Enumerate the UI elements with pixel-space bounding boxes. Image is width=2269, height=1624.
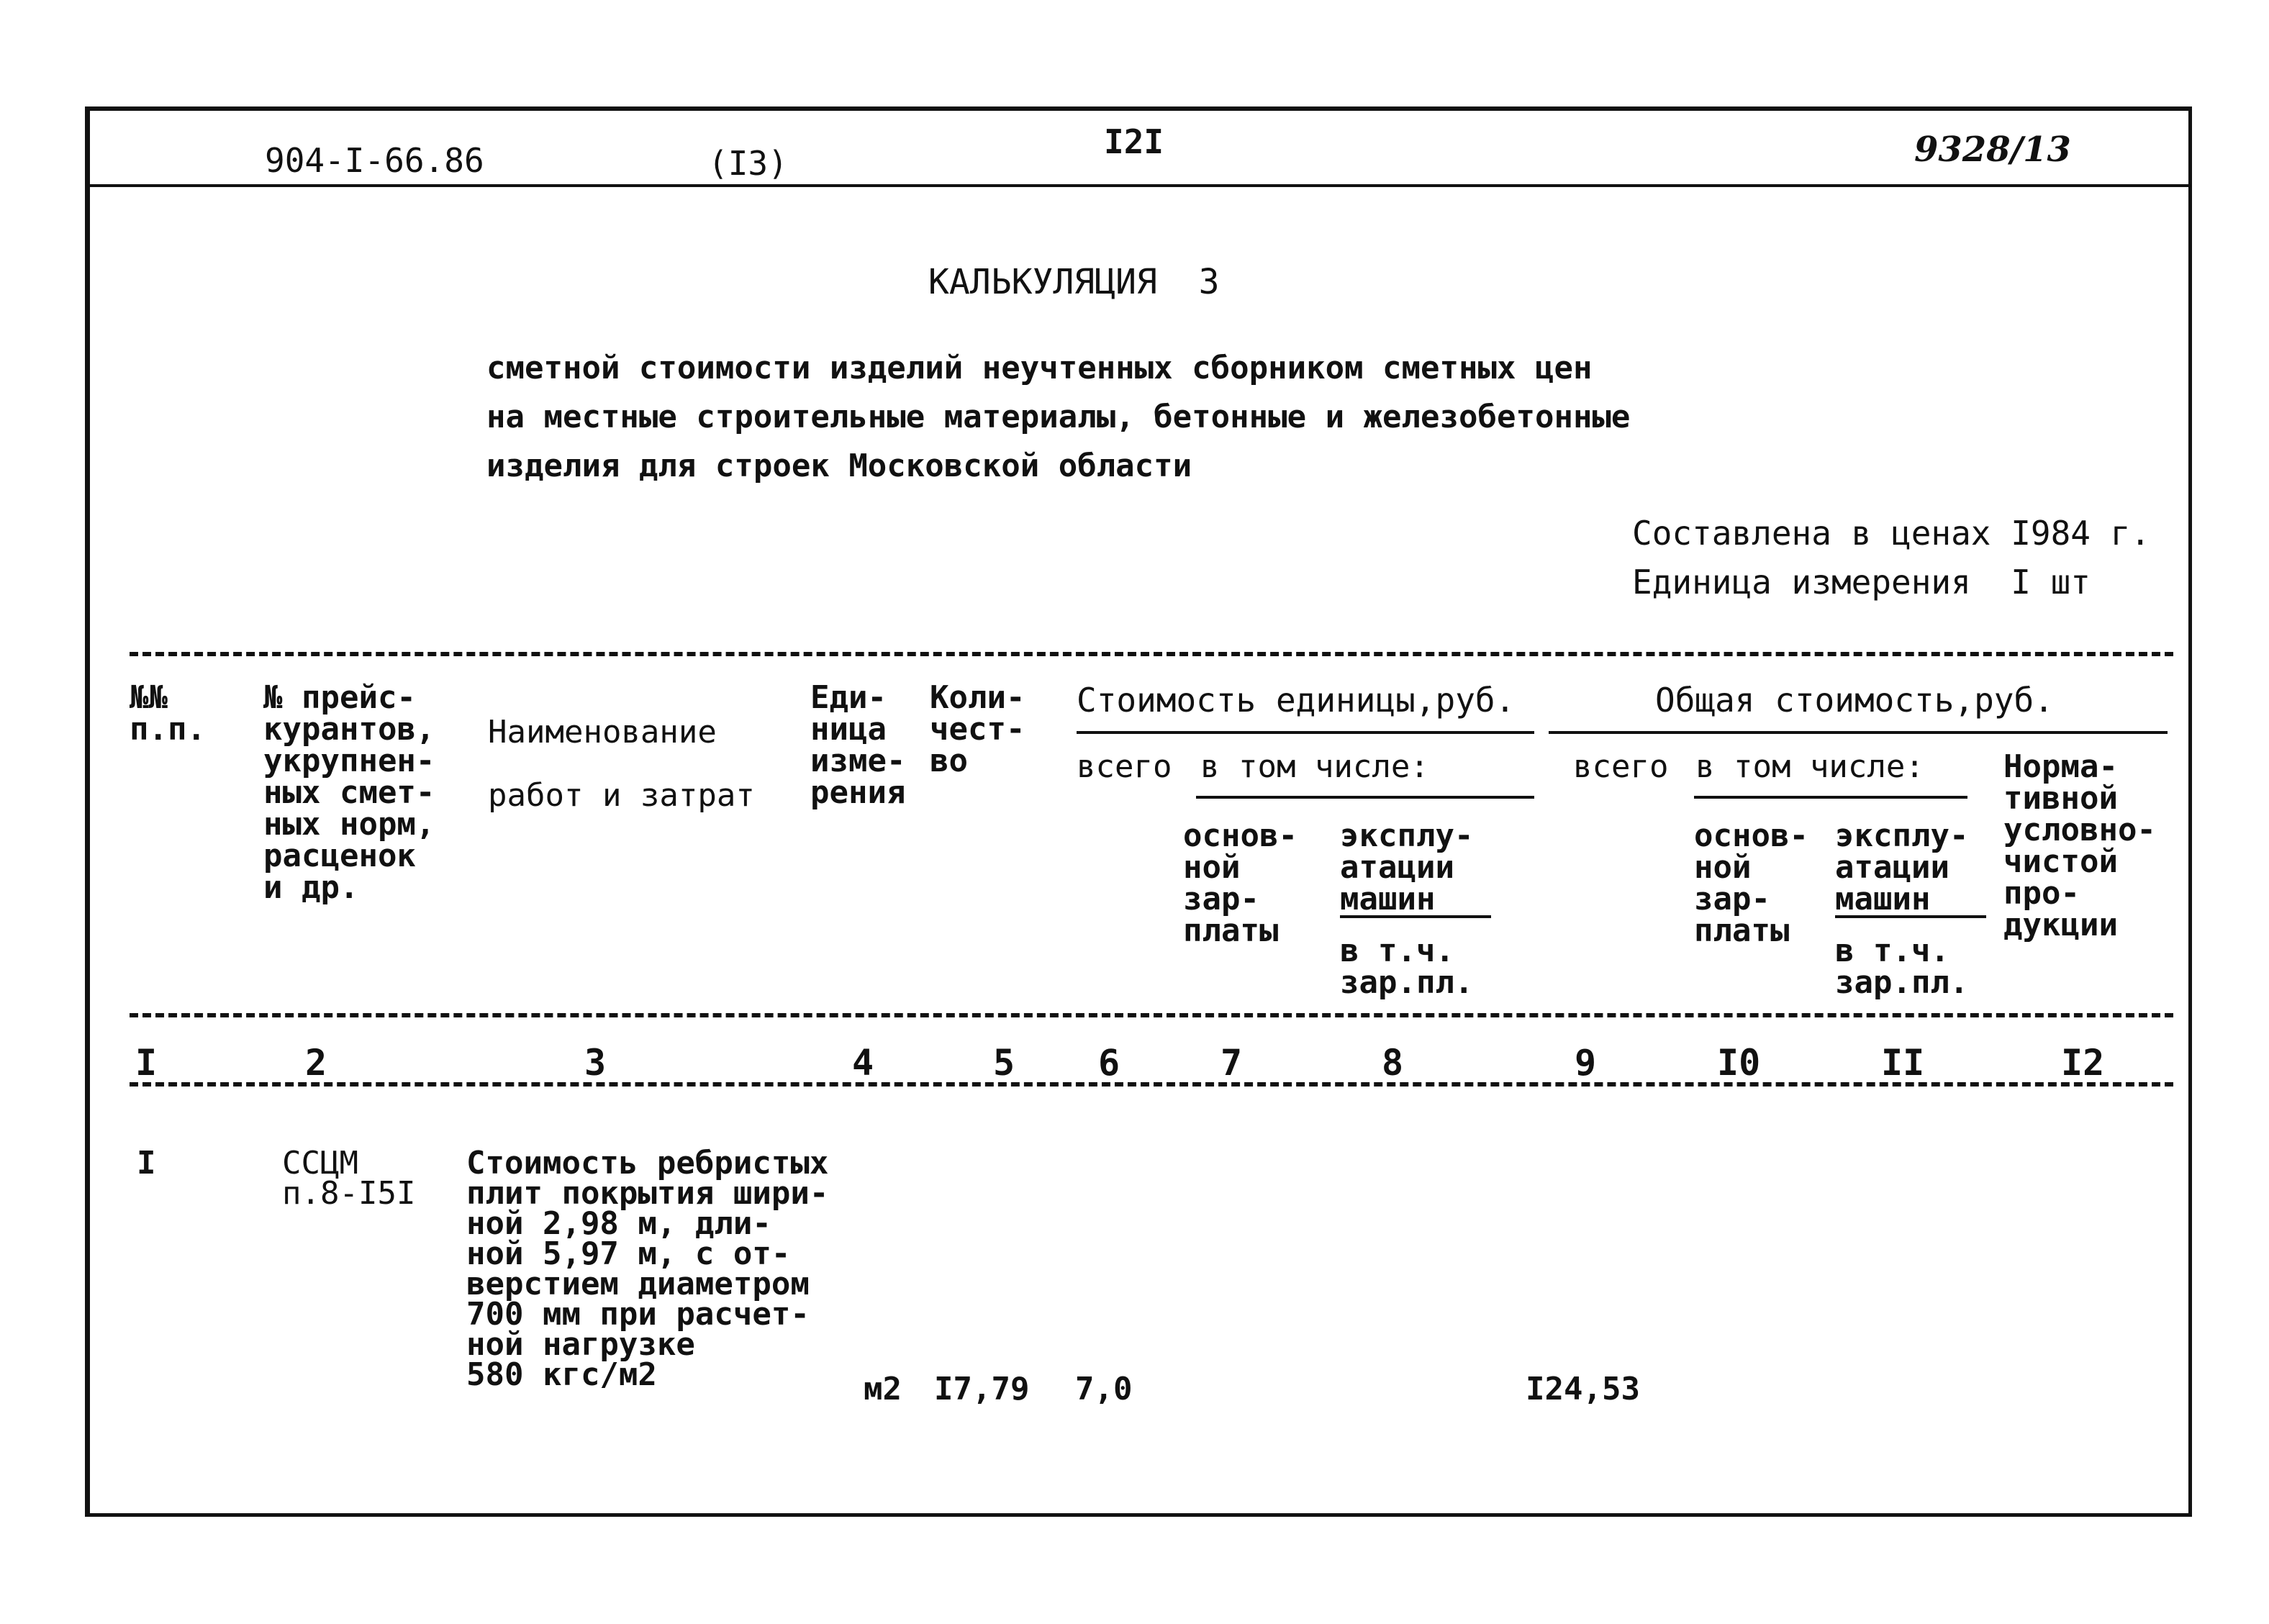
header-bottom-rule: [130, 1013, 2173, 1017]
row-1-total: I24,53: [1526, 1371, 1640, 1407]
header-rule: [85, 184, 2192, 187]
header-unit-total: всего: [1077, 748, 1172, 785]
col-number-8: 8: [1382, 1042, 1404, 1084]
table-top-rule: [130, 652, 2173, 656]
header-total-base-wage: основ- ной зар- платы: [1694, 817, 1808, 949]
header-unit-cost-group: Стоимость единицы,руб.: [1077, 681, 1516, 720]
header-total-incl: в том числе:: [1695, 748, 1924, 785]
inventory-number: 9328/13: [1914, 130, 2071, 170]
col-number-12: I2: [2061, 1042, 2105, 1084]
col-number-7: 7: [1220, 1042, 1243, 1084]
subtitle-line-3: изделия для строек Московской области: [486, 448, 1192, 484]
unit-incl-rule: [1196, 796, 1534, 799]
col-number-9: 9: [1575, 1042, 1597, 1084]
col-number-11: II: [1881, 1042, 1925, 1084]
total-cost-rule: [1549, 731, 2168, 734]
col-number-4: 4: [852, 1042, 874, 1084]
col-number-1: I: [135, 1042, 158, 1084]
row-1-ref: ССЦМ п.8-I5I: [282, 1145, 416, 1212]
header-col3: Наименование работ и затрат: [488, 714, 755, 814]
header-unit-base-wage: основ- ной зар- платы: [1183, 817, 1297, 949]
header-unit-incl: в том числе:: [1200, 748, 1429, 785]
header-total-cost-group: Общая стоимость,руб.: [1655, 681, 2054, 720]
header-col1: №№ п.п.: [130, 679, 206, 748]
header-total-machine-wage: в т.ч. зар.пл.: [1835, 933, 1969, 1001]
page-number: I2I: [1104, 122, 1164, 161]
column-numbers-rule: [130, 1082, 2173, 1087]
header-normative: Норма- тивной условно- чистой про- дукции: [2003, 748, 2156, 943]
total-machine-rule: [1835, 915, 1986, 918]
col-number-10: I0: [1717, 1042, 1761, 1084]
row-1-name: Стоимость ребристых плит покрытия шири- ной 2,98 м, дли- ной 5,97 м, с от- верстием диаметром 700 мм при расчет- ной нагрузке 580 кгс/м2: [466, 1145, 829, 1393]
header-col2: № прейс- курантов, укрупнен- ных смет- ных норм, расценок и др.: [263, 679, 435, 906]
row-1-unit: м2: [864, 1371, 902, 1407]
doc-code: 904-I-66.86: [265, 141, 484, 180]
unit-machine-rule: [1340, 915, 1491, 918]
col-number-2: 2: [305, 1042, 327, 1084]
header-col5: Коли- чест- во: [930, 679, 1025, 779]
header-total-total: всего: [1573, 748, 1669, 785]
col-number-3: 3: [584, 1042, 607, 1084]
prices-note: Составлена в ценах I984 г.: [1632, 514, 2151, 553]
unit-note: Единица измерения I шт: [1632, 563, 2091, 602]
row-1-unit-price: 7,0: [1075, 1371, 1133, 1407]
subtitle-line-1: сметной стоимости изделий неучтенных сборником сметных цен: [486, 350, 1593, 386]
unit-cost-rule: [1077, 731, 1534, 734]
header-total-machine: эксплу- атации машин: [1835, 817, 1969, 917]
col-number-6: 6: [1098, 1042, 1120, 1084]
col-number-5: 5: [993, 1042, 1015, 1084]
header-unit-machine: эксплу- атации машин: [1340, 817, 1474, 917]
document-heading: КАЛЬКУЛЯЦИЯ 3: [928, 262, 1220, 302]
total-incl-rule: [1694, 796, 1967, 799]
header-col4: Еди- ница изме- рения: [810, 679, 906, 811]
header-unit-machine-wage: в т.ч. зар.пл.: [1340, 933, 1474, 1001]
subtitle-line-2: на местные строительные материалы, бетонные и железобетонные: [486, 399, 1631, 435]
sheet-part: (I3): [708, 144, 788, 183]
row-1-no: I: [137, 1145, 156, 1181]
row-1-quantity: I7,79: [934, 1371, 1030, 1407]
